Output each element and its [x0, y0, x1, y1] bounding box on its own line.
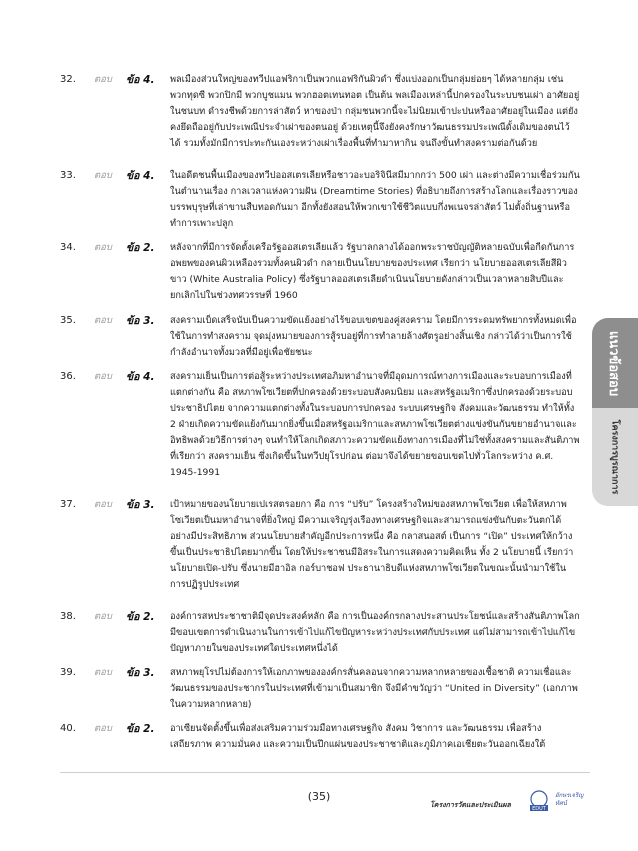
edut-logo	[527, 790, 551, 816]
item-number: 37.	[60, 499, 76, 510]
answer-label: ตอบ	[94, 74, 112, 85]
answer-choice: ข้อ 3.	[126, 499, 155, 511]
answer-item	[60, 369, 580, 497]
item-number: 33.	[60, 170, 76, 181]
answer-explanation: สงครามเบ็ดเสร็จนับเป็นความขัดแย้งอย่างไร้ขอบเขตของคู่สงคราม โดยมีการระดมทรัพยากรทั้งหมดเพื่อใช้ในการทำสงคราม จุดมุ่งหมายของการสู้รบอยู่ที่การทำลายล้างศัตรูอย่างสิ้นเชิง กล่าวได้ว่าเป็นการใช้กำลังอำนาจทั้งมวลที่มีอยู่เพื่อชัยชนะ	[170, 315, 577, 358]
edut-logo-text: EDUT	[532, 806, 546, 812]
answer-label: ตอบ	[94, 242, 112, 253]
answer-choice: ข้อ 2.	[126, 723, 155, 735]
answer-choice: ข้อ 2.	[126, 611, 155, 623]
answer-item	[60, 168, 580, 240]
answer-choice: ข้อ 4.	[126, 371, 155, 383]
page-number: (35)	[307, 790, 331, 803]
answer-explanation: ในอดีตชนพื้นเมืองของทวีปออสเตรเลียหรือชาวอะบอริจินีสมีมากกว่า 500 เผ่า และต่างมีความเชื่อร่วมกันในตำนานเรื่อง กาลเวลาแห่งความฝัน (Dreamtime Stories) ที่อธิบายถึงการสร้างโลกและเรื่องราวของบรรพบุรุษที่เล่าขานสืบทอดกันมา อีกทั้งยังสอนให้พวกเขาใช้ชีวิตแบบกึ่งพเนจรล่าสัตว์ ไม่ตั้งถิ่นฐานหรือทำการเพาะปลูก	[170, 170, 580, 229]
answer-label: ตอบ	[94, 667, 112, 678]
answer-label: ตอบ	[94, 371, 112, 382]
section-side-tab	[592, 318, 638, 506]
side-tab-title: แนวข้อสอบ	[592, 318, 638, 408]
answer-explanation: สงครามเย็นเป็นการต่อสู้ระหว่างประเทศอภิมหาอำนาจที่มีอุดมการณ์ทางการเมืองและระบอบการเมืองที่แตกต่างกัน คือ สหภาพโซเวียตที่ปกครองด้วยระบอบสังคมนิยม และสหรัฐอเมริกาซึ่งปกครองด้วยระบอบประชาธิปไตย จากความแตกต่างทั้งในระบอบการปกครอง ระบบเศรษฐกิจ สังคมและวัฒนธรรม ทำให้ทั้ง 2 ฝ่ายเกิดความขัดแย้งกันมากยิ่งขึ้นเมื่อสหรัฐอเมริกาและสหภาพโซเวียตต่างแข่งขันกันขยายอำนาจและอิทธิพลด้วยวิธีการต่างๆ จนทำให้โลกเกิดสภาวะความขัดแย้งทางการเมืองที่ไม่ใช่ทั้งสงครามและสันติภาพ ที่เรียกว่า สงครามเย็น ซึ่งเกิดขึ้นในทวีปยุโรปก่อน ต่อมาจึงได้ขยายขอบเขตไปทั่วโลกระหว่าง ค.ศ. 1945-1991	[170, 371, 580, 478]
answer-choice: ข้อ 2.	[126, 242, 155, 254]
answer-explanation: อาเซียนจัดตั้งขึ้นเพื่อส่งเสริมความร่วมมือทางเศรษฐกิจ สังคม วิชาการ และวัฒนธรรม เพื่อสร้างเสถียรภาพ ความมั่นคง และความเป็นปึกแผ่นของประชาชาติและภูมิภาคเอเชียตะวันออกเฉียงใต้	[170, 723, 546, 750]
answer-choice: ข้อ 3.	[126, 667, 155, 679]
aksorn-logo	[555, 792, 583, 808]
item-number: 35.	[60, 315, 76, 326]
answer-item	[60, 72, 580, 168]
item-number: 38.	[60, 611, 76, 622]
item-number: 34.	[60, 242, 76, 253]
item-number: 40.	[60, 723, 76, 734]
answer-explanation: เป้าหมายของนโยบายเปเรสตรอยกา คือ การ “ปรับ” โครงสร้างใหม่ของสหภาพโซเวียต เพื่อให้สหภาพโซเวียตเป็นมหาอำนาจที่ยิ่งใหญ่ มีความเจริญรุ่งเรืองทางเศรษฐกิจและสามารถแข่งขันกับตะวันตกได้อย่างมีประสิทธิภาพ ส่วนนโยบายสำคัญอีกประการหนึ่ง คือ กลาสนอสต์ เป็นการ “เปิด” ประเทศให้กว้างขึ้นเป็นประชาธิปไตยมากขึ้น โดยให้ประชาชนมีอิสระในการแสดงความคิดเห็น ทั้ง 2 นโยบายนี้ เรียกว่า นโยบายเปิด-ปรับ ซึ่งนายมีฮาอิล กอร์บาชอฟ ประธานาธิบดีแห่งสหภาพโซเวียตในขณะนั้นนำมาใช้ในการปฏิรูปประเทศ	[170, 499, 574, 590]
aksorn-logo-line1: อักษรเจริญ	[555, 792, 584, 799]
answer-choice: ข้อ 3.	[126, 315, 155, 327]
answer-item	[60, 665, 580, 721]
answer-label: ตอบ	[94, 611, 112, 622]
item-number: 39.	[60, 667, 76, 678]
answer-item	[60, 497, 580, 609]
aksorn-logo-line2: ทัศน์	[555, 800, 567, 807]
side-tab-subtitle: โครงการบูรณาการ	[592, 408, 638, 506]
answer-label: ตอบ	[94, 170, 112, 181]
footer-project-label: โครงการวัดและประเมินผล	[430, 801, 511, 809]
answer-explanation: หลังจากที่มีการจัดตั้งเครือรัฐออสเตรเลียแล้ว รัฐบาลกลางได้ออกพระราชบัญญัติหลายฉบับเพื่อกีดกันการอพยพของคนผิวเหลืองรวมทั้งคนผิวดำ กลายเป็นนโยบายของประเทศ เรียกว่า นโยบายออสเตรเลียสีผิวขาว (White Australia Policy) ซึ่งรัฐบาลออสเตรเลียดำเนินนโยบายดังกล่าวเป็นเวลาหลายสิบปีและยกเลิกไปในช่วงทศวรรษที่ 1960	[170, 242, 575, 301]
answer-label: ตอบ	[94, 315, 112, 326]
answer-item	[60, 240, 580, 313]
answer-item	[60, 313, 580, 369]
answer-explanation: องค์การสหประชาชาติมีจุดประสงค์หลัก คือ การเป็นองค์กรกลางประสานประโยชน์และสร้างสันติภาพโลก มีขอบเขตการดำเนินงานในการเข้าไปแก้ไขปัญหาระหว่างประเทศกับประเทศ แต่ไม่สามารถเข้าไปแก้ไขปัญหาภายในของประเทศใดประเทศหนึ่งได้	[170, 611, 580, 654]
answer-choice: ข้อ 4.	[126, 170, 155, 182]
answer-item	[60, 609, 580, 665]
answer-label: ตอบ	[94, 499, 112, 510]
item-number: 36.	[60, 371, 76, 382]
answer-label: ตอบ	[94, 723, 112, 734]
answer-choice: ข้อ 4.	[126, 74, 155, 86]
answer-item	[60, 721, 580, 761]
item-number: 32.	[60, 74, 76, 85]
footer-divider	[60, 772, 590, 773]
answer-explanation: พลเมืองส่วนใหญ่ของทวีปแอฟริกาเป็นพวกแอฟริกันผิวดำ ซึ่งแบ่งออกเป็นกลุ่มย่อยๆ ได้หลายกลุ่ม เช่น พวกทุดซี พวกปิกมี พวกบูชแมน พวกฮอตเทนทอต เป็นต้น พลเมืองเหล่านี้ปกครองในระบบชนเผ่า อาศัยอยู่ในชนบท ดำรงชีพด้วยการล่าสัตว์ หาของป่า กลุ่มชนพวกนี้จะไม่นิยมเข้าปะปนหรืออาศัยอยู่ในเมือง แต่ยังคงยึดถืออยู่กับประเพณีประจำเผ่าของตนอยู่ ด้วยเหตุนี้จึงยังคงรักษาวัฒนธรรมประเพณีดั้งเดิมของตนไว้ได้ รวมทั้งมักมีการปะทะกันเองระหว่างเผ่าเรื่องพื้นที่ทำมาหากิน จนถึงขั้นทำสงครามต่อกันด้วย	[170, 74, 580, 149]
answer-list	[60, 72, 580, 761]
answer-explanation: สหภาพยุโรปไม่ต้องการให้เอกภาพขององค์กรสั่นคลอนจากความหลากหลายของเชื้อชาติ ความเชื่อและวัฒนธรรมของประชากรในประเทศที่เข้ามาเป็นสมาชิก จึงมีคำขวัญว่า “United in Diversity” (เอกภาพในความหลากหลาย)	[170, 667, 578, 710]
